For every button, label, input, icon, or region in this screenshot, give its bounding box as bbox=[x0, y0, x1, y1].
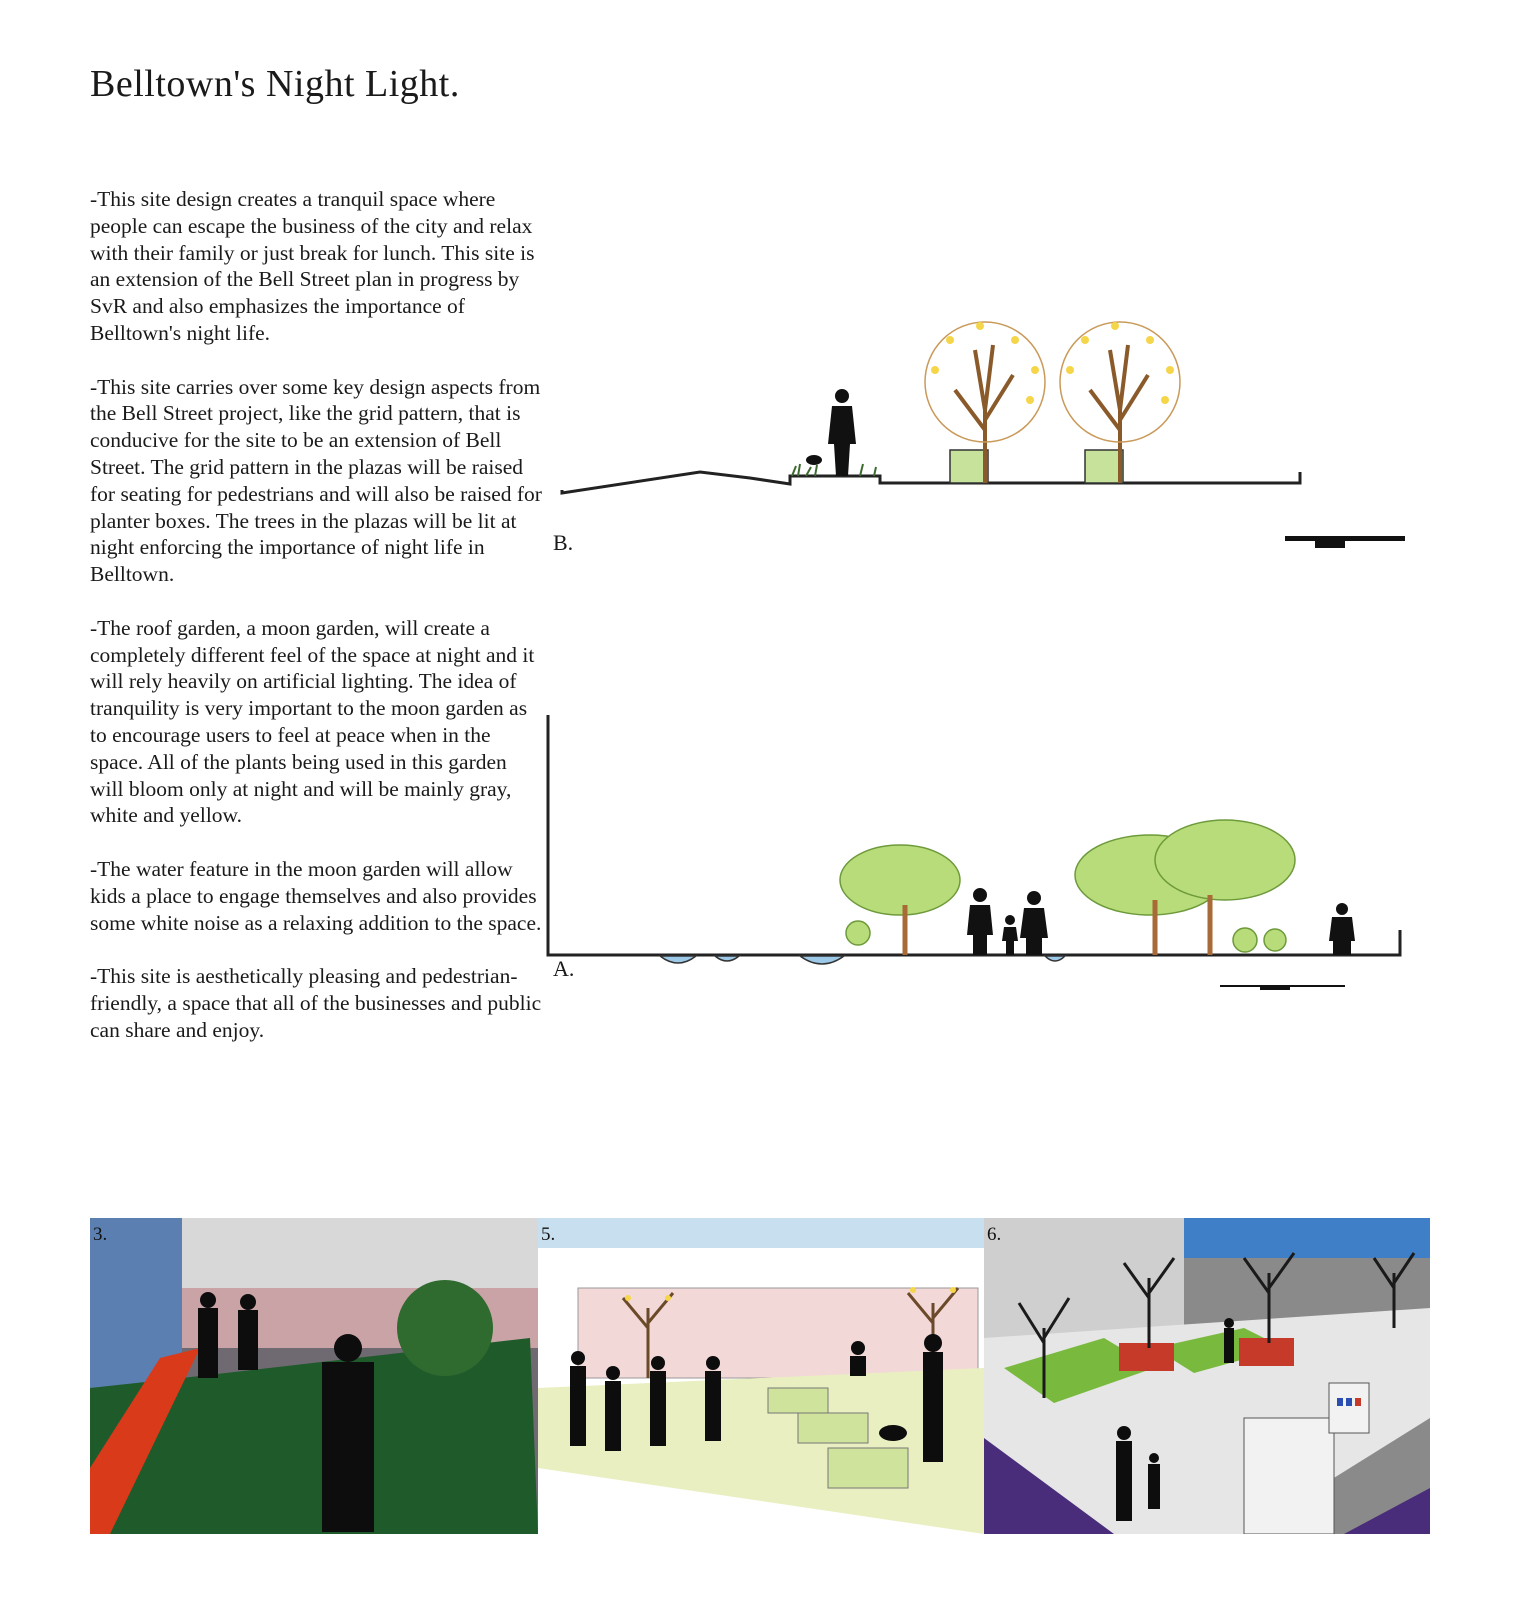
section-a-label: A. bbox=[553, 956, 575, 981]
scale-bar bbox=[1285, 536, 1405, 548]
section-a-drawing bbox=[540, 715, 1420, 985]
section-b-drawing bbox=[540, 300, 1440, 560]
paragraph-1: -This site design creates a tranquil space where people can escape the business of the city and relax with their family or just break for lunch. This site is an extension of the Bell Street plan in progress by SvR and also emphasizes the importance of Belltown's night life. bbox=[90, 187, 535, 345]
section-b-label: B. bbox=[553, 530, 574, 555]
sketch-label: 3. bbox=[93, 1224, 108, 1245]
green-tree-canopy bbox=[840, 820, 1295, 952]
person-silhouette bbox=[806, 389, 856, 476]
page-title: Belltown's Night Light. bbox=[90, 63, 460, 105]
perspective-sketch-6 bbox=[984, 1218, 1430, 1534]
scale-bar bbox=[1220, 985, 1345, 990]
description-text bbox=[90, 186, 545, 1070]
water-pool bbox=[660, 956, 1065, 964]
sketch-3-drawing bbox=[90, 1218, 538, 1534]
lit-tree bbox=[955, 345, 1148, 483]
sketch-6-drawing bbox=[984, 1218, 1430, 1534]
section-b-ground bbox=[562, 472, 1300, 493]
sketch-5-drawing bbox=[538, 1218, 984, 1534]
paragraph-4: -The water feature in the moon garden will allow kids a place to engage themselves and also provides some white noise as a relaxing addition to the space. bbox=[90, 856, 542, 935]
perspective-sketch-3 bbox=[90, 1218, 538, 1534]
paragraph-5: -This site is aesthetically pleasing and pedestrian-friendly, a space that all of the businesses and public can share and enjoy. bbox=[90, 964, 542, 1042]
section-b-grass bbox=[792, 464, 876, 476]
perspective-sketch-5 bbox=[538, 1218, 984, 1534]
sketch-label: 5. bbox=[541, 1224, 556, 1245]
paragraph-3: -The roof garden, a moon garden, will create a completely different feel of the space at night and it will rely heavily on artificial lighting. The idea of tranquility is very important to the moon garden as to encourage users to feel at peace when in the space. All of the plants being used in this garden will bloom only at night and will be mainly gray, white and yellow. bbox=[90, 615, 535, 828]
planter-box bbox=[950, 450, 1123, 483]
sketch-label: 6. bbox=[987, 1224, 1002, 1245]
paragraph-2: -This site carries over some key design aspects from the Bell Street project, like the grid pattern, that is conducive for the site to be an extension of Bell Street. The grid pattern in the plazas will be raised for seating for pedestrians and will also be raised for planter boxes. The trees in the plazas will be lit at night enforcing the importance of night life in Belltown. bbox=[90, 374, 542, 587]
